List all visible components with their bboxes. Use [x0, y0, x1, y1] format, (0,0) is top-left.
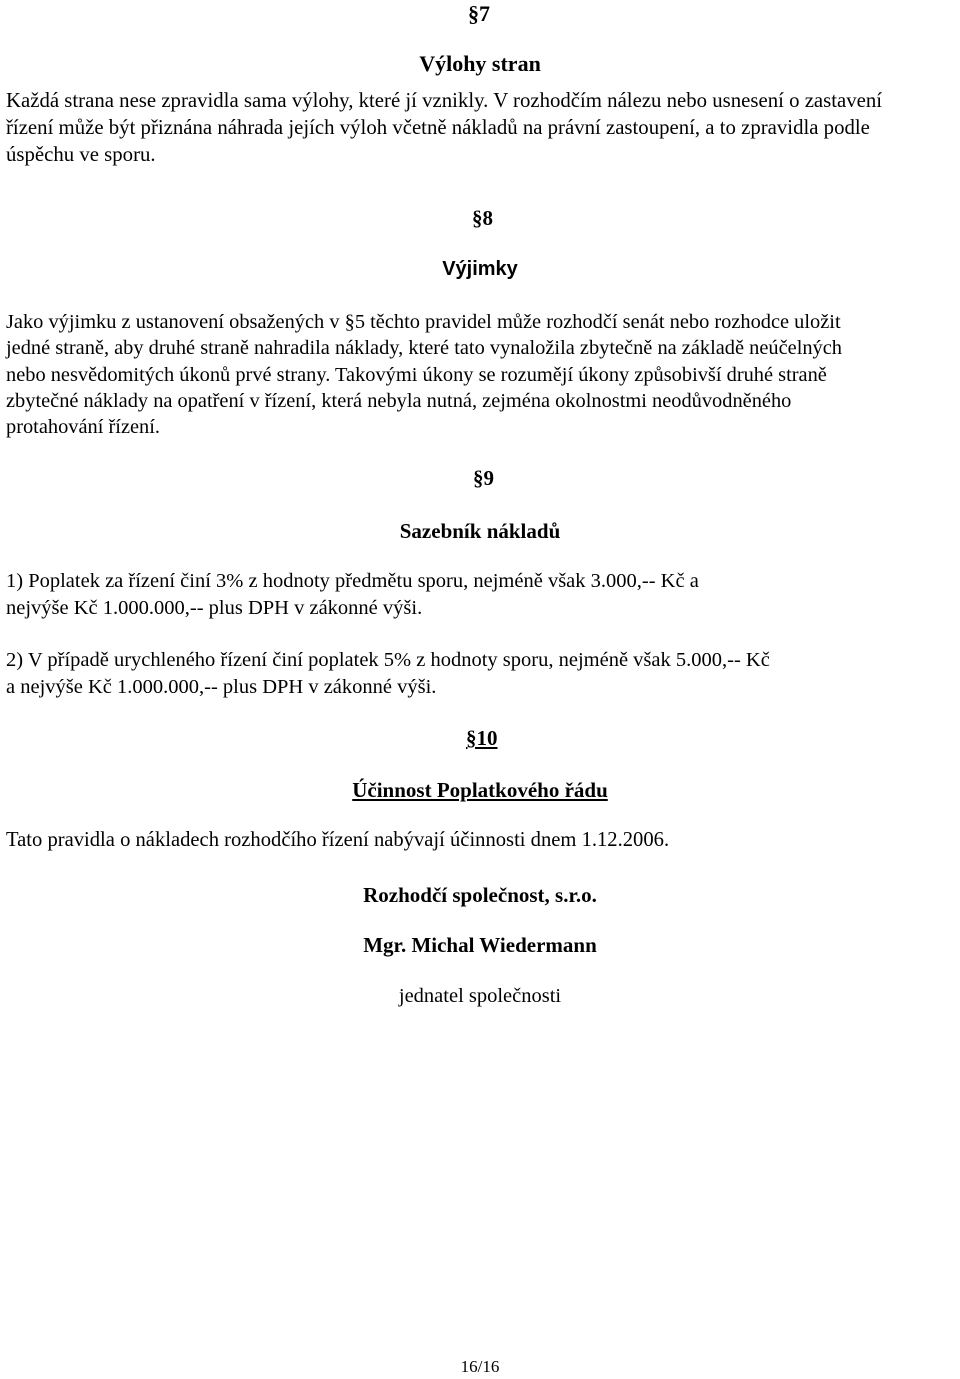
section-8-line-2: jedné straně, aby druhé straně nahradila náklady, které tato vynaložila zbytečně na základě neúčelných: [6, 337, 842, 360]
section-8-number: §8: [472, 206, 493, 230]
section-8-line-3: nebo nesvědomitých úkonů prvé strany. Takovými úkony se rozumějí úkony způsobivší druhé straně: [6, 363, 827, 386]
section-7-line-2: řízení může být přiznána náhrada jejích výloh včetně nákladů na právní zastoupení, a to zpravidla podle: [6, 116, 870, 139]
section-10-paragraph: Tato pravidla o nákladech rozhodčího řízení nabývají účinnosti dnem 1.12.2006.: [6, 829, 670, 851]
section-7-line-1: Každá strana nese zpravidla sama výlohy, které jí vznikly. V rozhodčím nálezu nebo usnesení o zastavení: [6, 89, 883, 112]
section-9-item-1-line-2: nejvýše Kč 1.000.000,-- plus DPH v zákonné výši.: [6, 596, 423, 619]
section-8-title: Výjimky: [442, 258, 518, 280]
signature-role: jednatel společnosti: [398, 985, 562, 1007]
section-8-paragraph: [6, 309, 956, 440]
section-9-number: §9: [473, 466, 494, 490]
section-7-line-3: úspěchu ve sporu.: [6, 143, 156, 166]
section-8-line-5: protahování řízení.: [6, 416, 161, 439]
section-9-item-2-line-1: 2) V případě urychleného řízení činí poplatek 5% z hodnoty sporu, nejméně však 5.000,-- Kč: [6, 649, 770, 671]
section-10-title: Účinnost Poplatkového řádu: [352, 778, 608, 802]
section-8-line-1: Jako výjimku z ustanovení obsažených v §5 těchto pravidel může rozhodčí senát nebo rozhodce uložit: [6, 311, 841, 333]
page-number: 16/16: [460, 1357, 500, 1376]
section-8-line-4: zbytečné náklady na opatření v řízení, která nebyla nutná, zejména okolnostmi neodůvodněného: [6, 389, 792, 412]
section-10-number: §10: [466, 726, 498, 750]
signature-name: Mgr. Michal Wiedermann: [363, 933, 597, 957]
section-9-item-1-line-1: 1) Poplatek za řízení činí 3% z hodnoty předmětu sporu, nejméně však 3.000,-- Kč a: [6, 570, 699, 592]
section-9-item-2-line-2: a nejvýše Kč 1.000.000,-- plus DPH v zákonné výši.: [6, 675, 437, 698]
section-7-paragraph: [6, 87, 956, 168]
section-9-item-2: [6, 647, 956, 700]
section-9-title: Sazebník nákladů: [399, 519, 561, 543]
section-7-title: Výlohy stran: [419, 51, 541, 76]
signature-company: Rozhodčí společnost, s.r.o.: [363, 883, 597, 907]
section-7-number: §7: [468, 1, 490, 26]
section-9-item-1: [6, 568, 956, 621]
